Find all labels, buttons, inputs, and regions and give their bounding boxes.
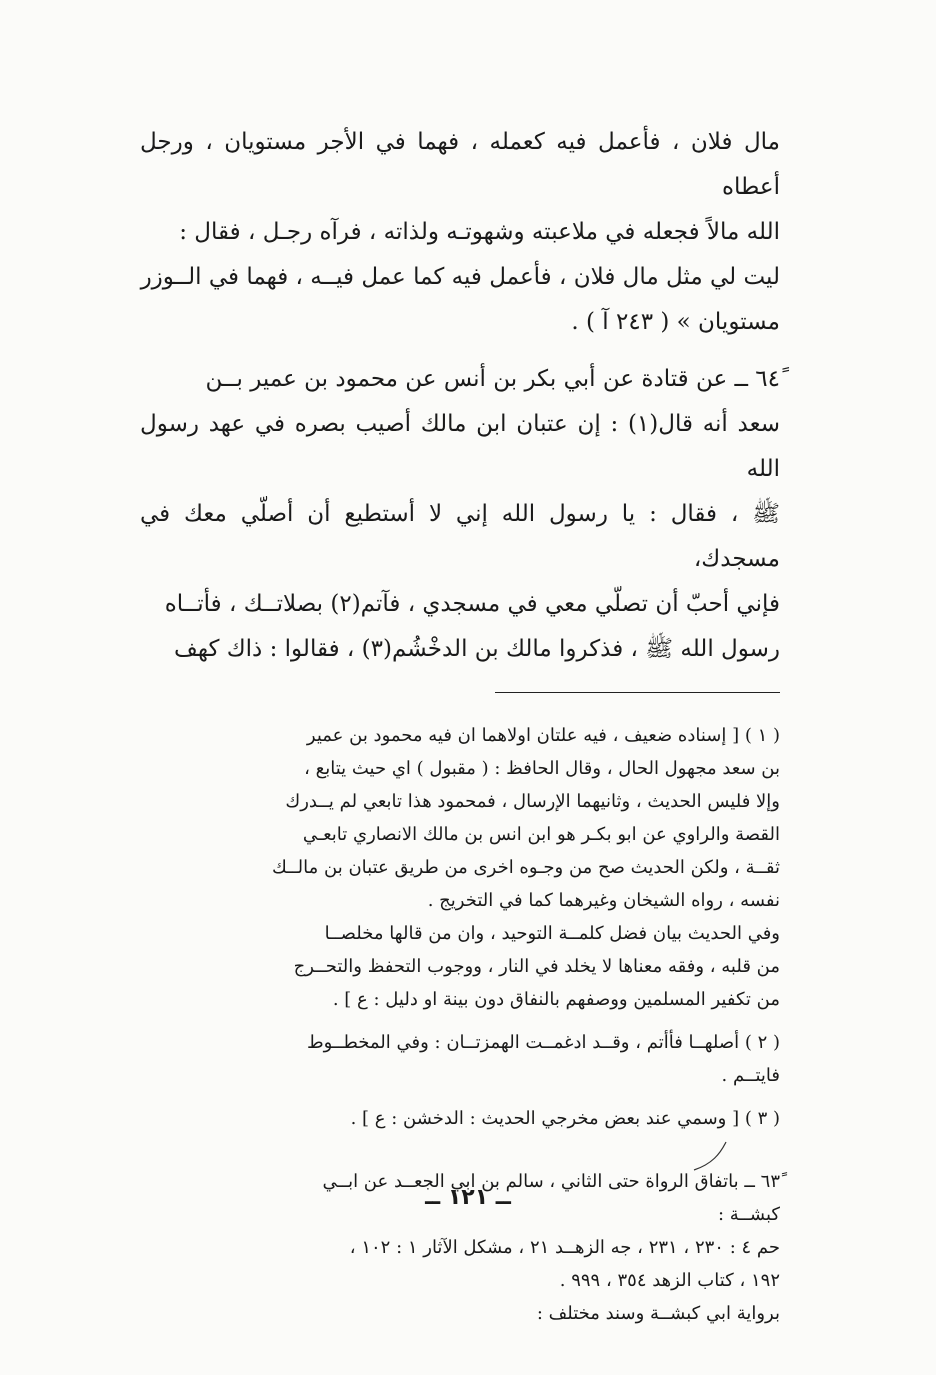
footnote-line: ( ٣ ) [ وسمي عند بعض مخرجي الحديث : الدخشن : ع ] . (350, 1108, 780, 1129)
main-text (140, 120, 780, 672)
footnote-line: ( ١ ) [ إسناده ضعيف ، فيه علتان اولاهما ان فيه محمود بن عمير (306, 725, 780, 746)
footnote-line: وفي الحديث بيان فضل كلمــة التوحيد ، وان من قالها مخلصــا (324, 923, 780, 944)
main-line: ﷺ ، فقال : يا رسول الله إني لا أستطيع أن أصلّي معك في مسجدك، (140, 501, 780, 572)
main-line: ليت لي مثل مال فلان ، فأعمل فيه كما عمل فيــه ، فهما في الــوزر (140, 264, 780, 290)
footnote-line: حم ٤ : ٢٣٠ ، ٢٣١ ، جه الزهــد ٢١ ، مشكل الآثار ١ : ١٠٢ ، (349, 1237, 780, 1258)
footnote-line: القصة والراوي عن ابو بكـر هو ابن انس بن مالك الانصاري تابعـي (302, 824, 780, 845)
footnote-line: كبشــة : (717, 1204, 780, 1225)
page-number: ــ ١٢١ ــ (425, 1185, 511, 1210)
main-line: الله مالاً فجعله في ملاعبته وشهوتـه ولذاته ، فرآه رجـل ، فقال : (179, 219, 780, 245)
footnote-line: ١٩٢ ، كتاب الزهد ٣٥٤ ، ٩٩٩ . (559, 1270, 780, 1291)
footnote-divider (495, 692, 780, 693)
footnote-line: نفسه ، رواه الشيخان وغيرهما كما في التخريج . (427, 890, 780, 911)
main-line: سعد أنه قال(١) : إن عتبان ابن مالك أصيب بصره في عهد رسول الله (140, 411, 780, 482)
footnote-line: وإلا فليس الحديث ، وثانيهما الإرسال ، فمحمود هذا تابعي لم يــدرك (285, 791, 780, 812)
footnotes (140, 719, 780, 1330)
footnote-line: فايتــم . (721, 1065, 780, 1086)
pen-mark-icon (690, 1140, 730, 1174)
footnote-line: ثقــة ، ولكن الحديث صح من وجـوه اخرى من طريق عتبان بن مالــك (271, 857, 780, 878)
footnote-line: من تكفير المسلمين ووصفهم بالنفاق دون بينة او دليل : ع ] . (332, 989, 780, 1010)
footnote-line: برواية ابي كبشــة وسند مختلف : (536, 1303, 780, 1324)
footnote-line: من قلبه ، وفقه معناها لا يخلد في النار ، ووجوب التحفظ والتحــرج (293, 956, 780, 977)
footnote-line: بن سعد مجهول الحال ، وقال الحافظ : ( مقبول ) اي حيث يتابع ، (304, 758, 780, 779)
main-line: مال فلان ، فأعمل فيه كعمله ، فهما في الأجر مستويان ، ورجل أعطاه (140, 129, 780, 200)
main-line: فإني أحبّ أن تصلّي معي في مسجدي ، فآتم(٢) بصلاتــك ، فأتــاه (164, 591, 780, 617)
main-line: رسول الله ﷺ ، فذكروا مالك بن الدخْشُم(٣) ، فقالوا : ذاك كهف (174, 636, 780, 662)
footnote-line: ٦٣ً ــ باتفاق الرواة حتى الثاني ، سالم بن ابي الجعــد عن ابــي (322, 1171, 780, 1192)
main-line: ٦٤ً ــ عن قتادة عن أبي بكر بن أنس عن محمود بن عمير بــن (205, 366, 780, 392)
page-body (140, 120, 780, 1330)
footnote-line: ( ٢ ) أصلهــا فأأتم ، وقــد ادغمــت الهمزتــان : وفي المخطــوط (307, 1032, 780, 1053)
main-line: مستويان » ( ٢٤٣ آ ) . (571, 309, 780, 335)
